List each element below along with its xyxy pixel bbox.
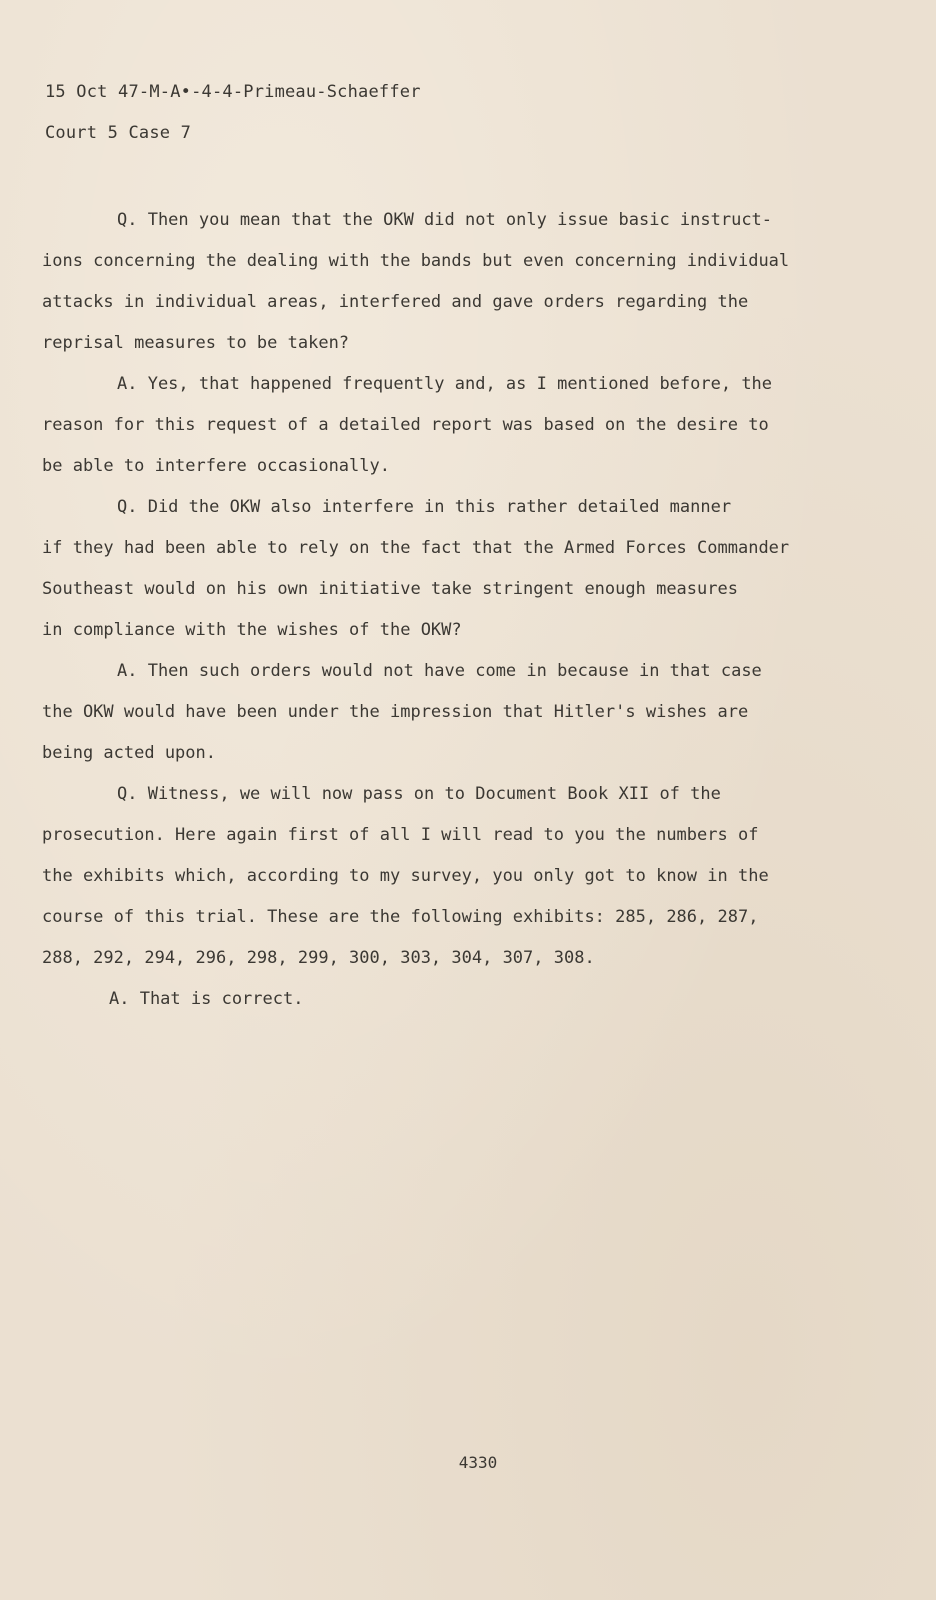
- text-line: A. Yes, that happened frequently and, as I mentioned before, the: [117, 374, 773, 394]
- text-line: A. Then such orders would not have come in because in that case: [117, 661, 762, 681]
- paragraph-answer-1: [42, 364, 812, 487]
- text-line: be able to interfere occasionally.: [42, 456, 390, 476]
- header-court-case: Court 5 Case 7: [45, 123, 192, 143]
- text-line: in compliance with the wishes of the OKW?: [42, 620, 462, 640]
- text-line: Q. Did the OKW also interfere in this rather detailed manner: [117, 497, 732, 517]
- text-line: if they had been able to rely on the fact that the Armed Forces Commander: [42, 538, 790, 558]
- text-line: Q. Witness, we will now pass on to Document Book XII of the: [117, 784, 721, 804]
- page-number: 4330: [458, 1453, 498, 1472]
- paragraph-answer-2: [42, 651, 812, 774]
- text-line: being acted upon.: [42, 743, 216, 763]
- paragraph-question-2: [42, 487, 812, 651]
- text-line: A. That is correct.: [109, 989, 304, 1009]
- transcript-body: [42, 200, 812, 1020]
- text-line: the exhibits which, according to my survey, you only got to know in the: [42, 866, 769, 886]
- paragraph-question-3: [42, 774, 812, 979]
- text-line: reprisal measures to be taken?: [42, 333, 350, 353]
- text-line: the OKW would have been under the impression that Hitler's wishes are: [42, 702, 749, 722]
- text-line: 288, 292, 294, 296, 298, 299, 300, 303, 304, 307, 308.: [42, 948, 595, 968]
- text-line: Q. Then you mean that the OKW did not only issue basic instruct-: [117, 210, 773, 230]
- text-line: attacks in individual areas, interfered and gave orders regarding the: [42, 292, 749, 312]
- header-reference-line: 15 Oct 47-M-A•-4-4-Primeau-Schaeffer: [45, 82, 421, 102]
- text-line: Southeast would on his own initiative take stringent enough measures: [42, 579, 738, 599]
- text-line: prosecution. Here again first of all I will read to you the numbers of: [42, 825, 759, 845]
- paragraph-question-1: [42, 200, 812, 364]
- text-line: course of this trial. These are the following exhibits: 285, 286, 287,: [42, 907, 759, 927]
- text-line: reason for this request of a detailed report was based on the desire to: [42, 415, 769, 435]
- paragraph-answer-3: [42, 979, 812, 1020]
- text-line: ions concerning the dealing with the bands but even concerning individual: [42, 251, 790, 271]
